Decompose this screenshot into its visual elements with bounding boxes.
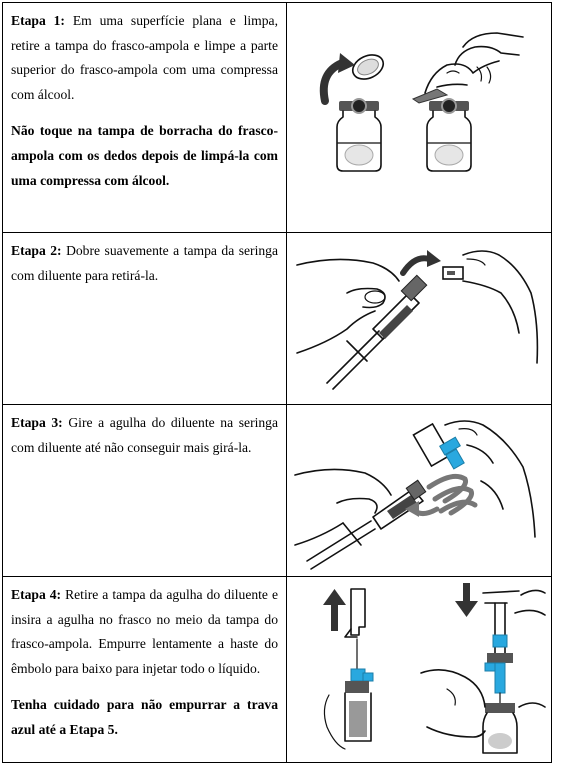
arrow-up-icon	[323, 589, 346, 631]
syringe	[307, 480, 426, 569]
rotate-arrow-icon	[324, 53, 355, 101]
vial-left	[337, 99, 381, 171]
step-row-1	[3, 3, 552, 233]
curved-arrow-icon	[403, 250, 441, 273]
step-4-warning: Tenha cuidado para não empurrar a trava azul até a Etapa 5.	[11, 697, 278, 737]
hand-illustration	[421, 590, 545, 737]
step-2-illustration	[287, 233, 549, 403]
step-1-label: Etapa 1:	[11, 13, 65, 28]
hand-right	[463, 251, 537, 363]
arrow-down-icon	[455, 583, 478, 617]
step-row-2	[3, 233, 552, 405]
step-4-text-cell	[3, 577, 287, 763]
step-2-illustration-cell	[287, 233, 552, 405]
step-1-instruction: Em uma superfície plana e limpa, retire a tampa do frasco-ampola e limpe a parte superior do frasco-ampola com uma compressa com álcool.	[11, 13, 278, 102]
step-row-3	[3, 405, 552, 577]
step-1-warning: Não toque na tampa de borracha do frasco-ampola com os dedos depois de limpá-la com uma compressa com álcool.	[11, 123, 278, 188]
step-1-illustration	[287, 3, 549, 231]
step-4-label: Etapa 4:	[11, 587, 62, 602]
vial-cap	[349, 50, 387, 83]
step-row-4	[3, 577, 552, 763]
vial-right	[427, 99, 471, 171]
syringe-left	[324, 639, 373, 749]
instruction-table	[2, 2, 552, 763]
step-2-text-cell	[3, 233, 287, 405]
step-3-text-cell	[3, 405, 287, 577]
step-3-illustration-cell	[287, 405, 552, 577]
step-3-label: Etapa 3:	[11, 415, 63, 430]
step-2-instruction: Dobre suavemente a tampa da seringa com diluente para retirá-la.	[11, 243, 278, 283]
step-3-illustration	[287, 405, 549, 575]
needle-assembly	[413, 424, 464, 469]
syringe-cap	[443, 267, 463, 279]
step-4-illustration	[287, 577, 549, 761]
syringe-in-vial	[483, 591, 519, 753]
step-2-label: Etapa 2:	[11, 243, 62, 258]
hand-left	[295, 469, 391, 545]
needle-cap	[345, 589, 365, 637]
step-1-text-cell	[3, 3, 287, 233]
hand-illustration	[413, 33, 523, 103]
step-4-instruction: Retire a tampa da agulha do diluente e insira a agulha no frasco no meio da tampa do frasco-ampola. Empurre lentamente a haste do êmbolo para baixo para injetar todo o líquido.	[11, 587, 278, 676]
step-3-instruction: Gire a agulha do diluente na seringa com diluente até não conseguir mais girá-la.	[11, 415, 278, 455]
step-4-illustration-cell	[287, 577, 552, 763]
step-1-illustration-cell	[287, 3, 552, 233]
